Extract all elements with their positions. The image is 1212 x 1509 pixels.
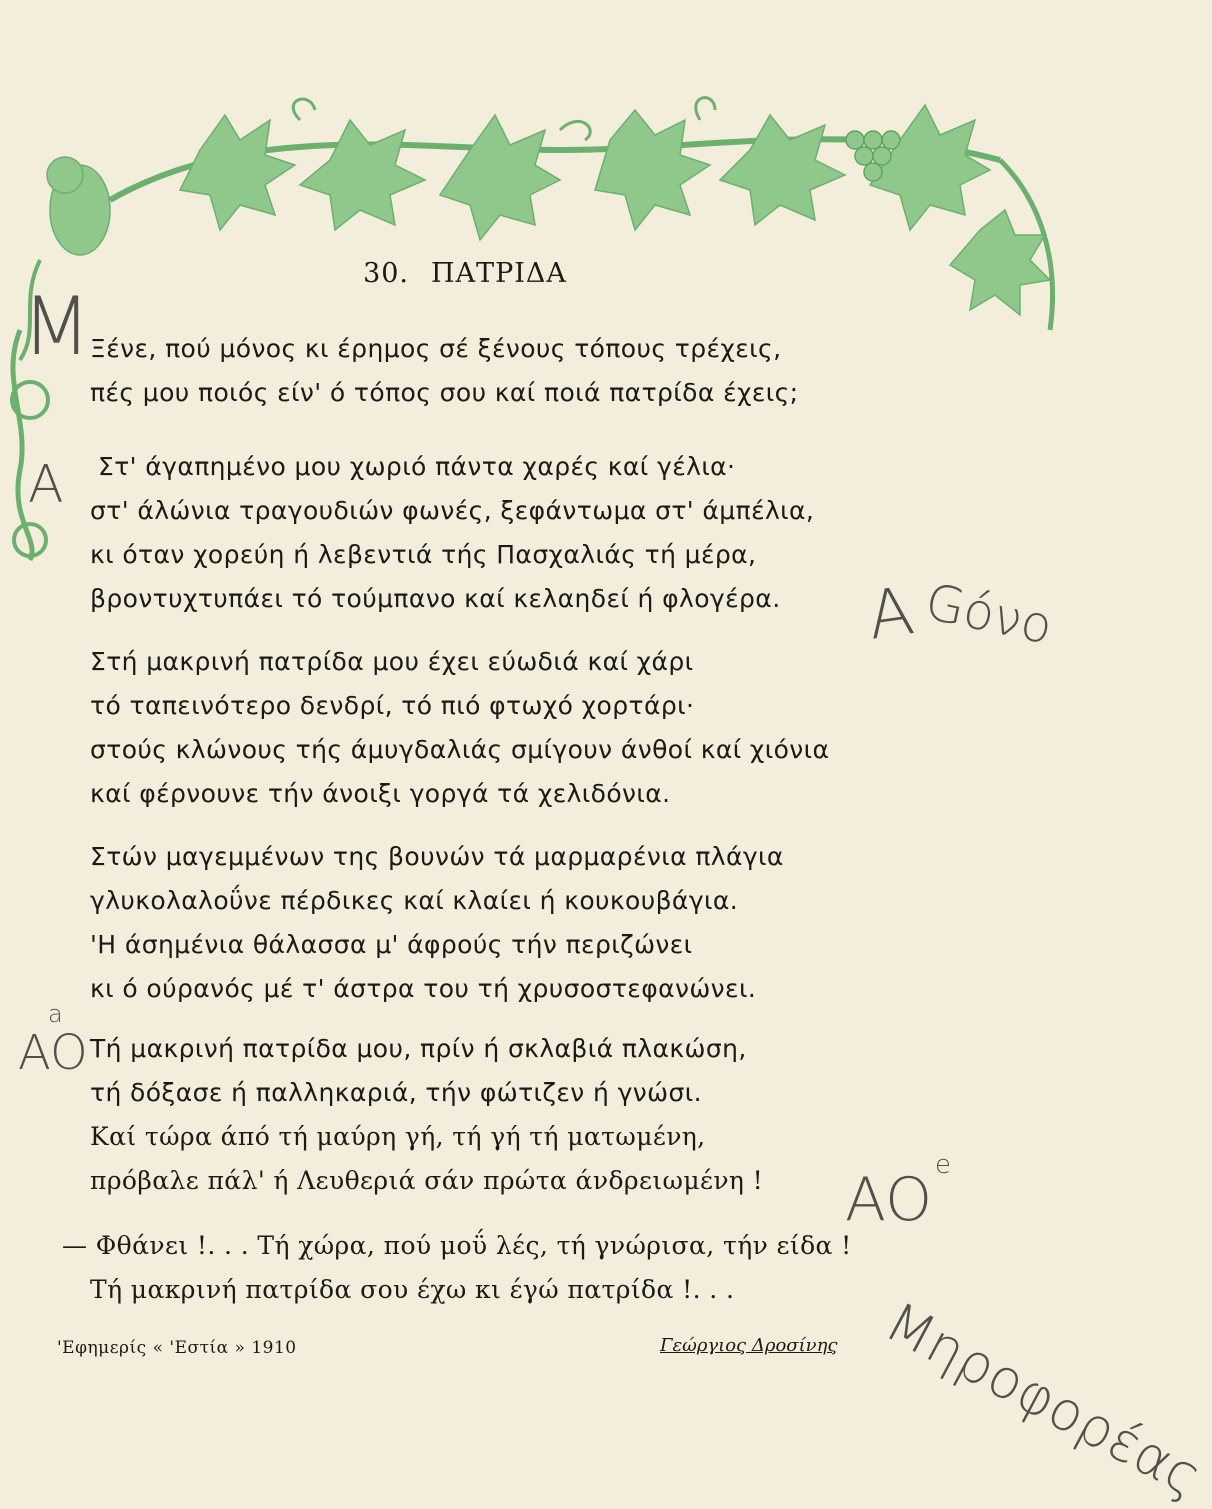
poem-line: Στή μακρινή πατρίδα μου έχει εύωδιά καί χάρι	[90, 647, 694, 676]
handwritten-m: M	[22, 280, 92, 373]
stanza-4	[90, 835, 950, 1011]
stanza-2	[90, 445, 950, 621]
poem-number: 30.	[363, 258, 410, 289]
stanza-6	[62, 1224, 922, 1312]
author-name: Γεώργιος Δροσίνης	[660, 1335, 838, 1356]
poem-line: Καί τώρα άπό τή μαύρη γή, τή γή τή ματωμένη,	[90, 1122, 706, 1151]
handwritten-bottom-right: Mηροφορέας	[875, 1290, 1212, 1509]
poem-line: Τή μακρινή πατρίδα μου, πρίν ή σκλαβιά πλακώση,	[90, 1034, 747, 1063]
poem-line: στούς κλώνους τής άμυγδαλιάς σμίγουν άνθοί καί χιόνια	[90, 735, 830, 764]
poem-line: στ' άλώνια τραγουδιών φωνές, ξεφάντωμα στ' άμπέλια,	[90, 496, 815, 525]
handwritten-ao-small: a	[48, 1000, 63, 1028]
poem-line: — Φθάνει !. . . Τή χώρα, πού μοΰ λές, τή γνώρισα, τήν είδα !	[62, 1231, 852, 1260]
poem-line: τό ταπεινότερο δενδρί, τό πιό φτωχό χορτάρι·	[90, 691, 695, 720]
poem-line: Στ' άγαπημένο μου χωριό πάντα χαρές καί γέλια·	[98, 452, 736, 481]
handwritten-ao-right: AO	[845, 1165, 933, 1235]
source-citation: 'Εφημερίς « 'Εστία » 1910	[57, 1338, 297, 1358]
stanza-5	[90, 1027, 950, 1203]
poem-line: πρόβαλε πάλ' ή Λευθεριά σάν πρώτα άνδρειωμένη !	[90, 1166, 764, 1195]
poem-line: κι όταν χορεύη ή λεβεντιά τής Πασχαλιάς τή μέρα,	[90, 540, 757, 569]
stanza-1	[90, 327, 950, 415]
poem-line: γλυκολαλοΰνε πέρδικες καί κλαίει ή κουκουβάγια.	[90, 886, 739, 915]
poem-title	[0, 258, 930, 289]
poem-line: 'Η άσημένια θάλασσα μ' άφρούς τήν περιζώνει	[90, 930, 693, 959]
handwritten-a: A	[28, 455, 64, 515]
poem-line: Τή μακρινή πατρίδα σου έχω κι έγώ πατρίδα !. . .	[90, 1275, 735, 1304]
poem-line: κι ό ούρανός μέ τ' άστρα του τή χρυσοστεφανώνει.	[90, 974, 757, 1003]
handwritten-ao-right-small: e	[935, 1150, 951, 1180]
poem-title-text: ΠΑΤΡΙΔΑ	[431, 258, 567, 289]
handwritten-ao-left: AO	[18, 1025, 88, 1081]
stanza-3	[90, 640, 950, 816]
poem-line: Στών μαγεμμένων της βουνών τά μαρμαρένια πλάγια	[90, 842, 784, 871]
handwritten-right-note: Góνο	[920, 572, 1058, 656]
poem-line: πές μου ποιός είν' ό τόπος σου καί ποιά πατρίδα έχεις;	[90, 378, 799, 407]
poem-line: Ξένε, πού μόνος κι έρημος σέ ξένους τόπους τρέχεις,	[90, 334, 782, 363]
poem-line: καί φέρνουνε τήν άνοιξι γοργά τά χελιδόνια.	[90, 779, 671, 808]
poem-line: βροντυχτυπάει τό τούμπανο καί κελαηδεί ή φλογέρα.	[90, 584, 781, 613]
poem-line: τή δόξασε ή παλληκαριά, τήν φώτιζεν ή γνώσι.	[90, 1078, 702, 1107]
handwritten-right-note-a: A	[862, 572, 919, 655]
